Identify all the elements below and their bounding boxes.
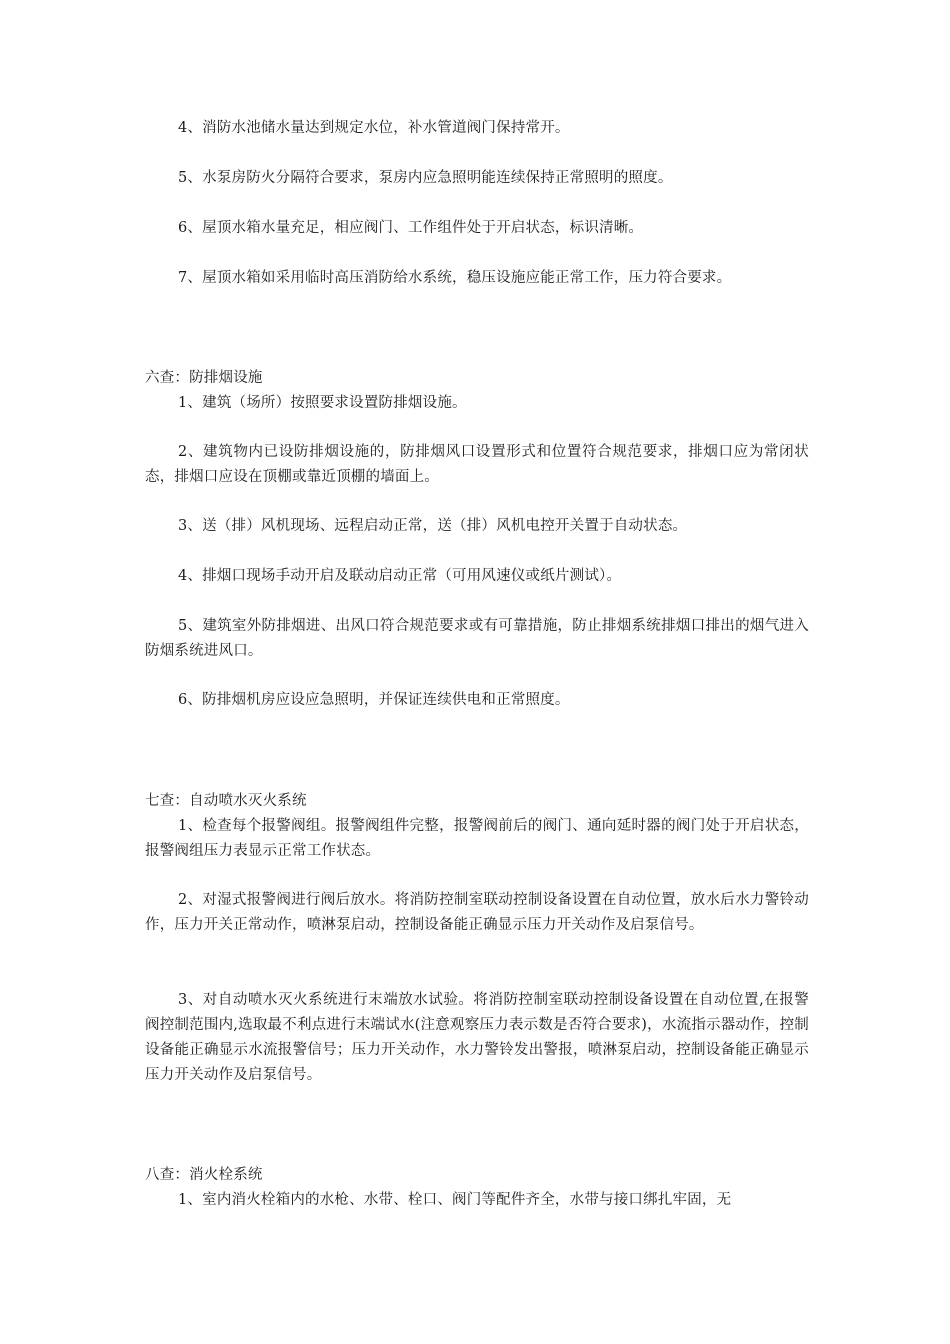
item-5-7: 7、屋顶水箱如采用临时高压消防给水系统，稳压设施应能正常工作，压力符合要求。 [178, 270, 732, 286]
item-6-1: 1、建筑（场所）按照要求设置防排烟设施。 [178, 395, 467, 411]
item-6-4: 4、排烟口现场手动开启及联动启动正常（可用风速仪或纸片测试）。 [178, 568, 622, 584]
section-7-heading: 七查：自动喷水灭火系统 [145, 793, 307, 809]
item-6-3: 3、送（排）风机现场、远程启动正常，送（排）风机电控开关置于自动状态。 [178, 518, 688, 534]
item-5-6: 6、屋顶水箱水量充足，相应阀门、工作组件处于开启状态，标识清晰。 [178, 220, 644, 236]
item-8-1: 1、室内消火栓箱内的水枪、水带、栓口、阀门等配件齐全，水带与接口绑扎牢固，无 [178, 1192, 732, 1208]
item-7-3: 3、对自动喷水灭火系统进行末端放水试验。将消防控制室联动控制设备设置在自动位置,在报警阀控制范围内,选取最不利点进行末端试水(注意观察压力表示数是否符合要求)，水流指示器动作，控制设备能正确显示水流报警信号；压力开关动作，水力警铃发出警报，喷淋泵启动，控制设备能正确显示压力开关动作及启泵信号。 [145, 992, 809, 1083]
item-6-6: 6、防排烟机房应设应急照明，并保证连续供电和正常照度。 [178, 692, 570, 708]
item-6-2: 2、建筑物内已设防排烟设施的，防排烟风口设置形式和位置符合规范要求，排烟口应为常闭状态，排烟口应设在顶棚或靠近顶棚的墙面上。 [145, 444, 809, 485]
section-8-heading: 八查：消火栓系统 [145, 1167, 263, 1183]
item-6-5: 5、建筑室外防排烟进、出风口符合规范要求或有可靠措施，防止排烟系统排烟口排出的烟气进入防烟系统进风口。 [145, 618, 809, 659]
item-5-5: 5、水泵房防火分隔符合要求，泵房内应急照明能连续保持正常照明的照度。 [178, 170, 673, 186]
item-7-2: 2、对湿式报警阀进行阀后放水。将消防控制室联动控制设备设置在自动位置，放水后水力警铃动作，压力开关正常动作，喷淋泵启动，控制设备能正确显示压力开关动作及启泵信号。 [145, 892, 809, 933]
section-6-heading: 六查：防排烟设施 [145, 370, 263, 386]
item-5-4: 4、消防水池储水量达到规定水位，补水管道阀门保持常开。 [178, 120, 570, 136]
item-7-1: 1、检查每个报警阀组。报警阀组件完整，报警阀前后的阀门、通向延时器的阀门处于开启状态，报警阀组压力表显示正常工作状态。 [145, 818, 809, 859]
